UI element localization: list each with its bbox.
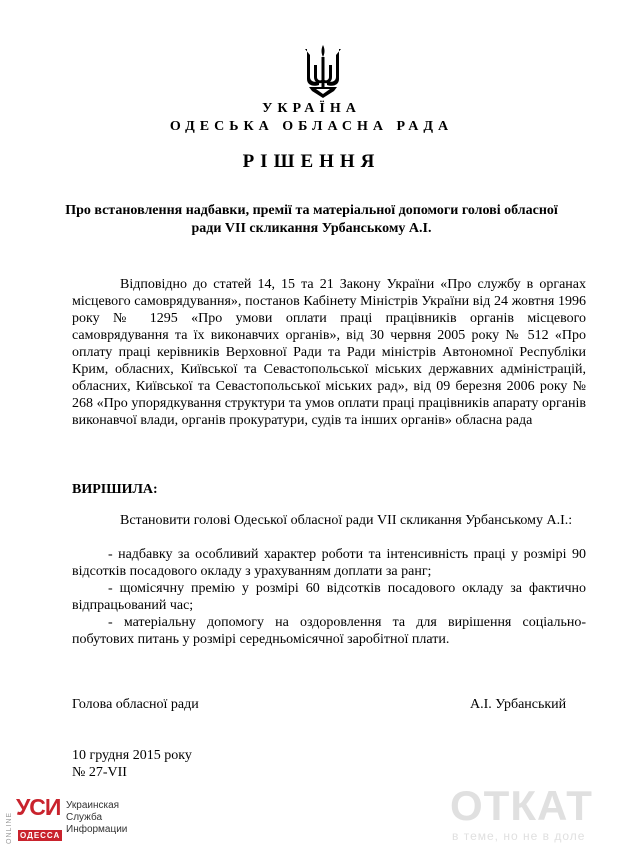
usi-city-badge: ОДЕССА: [20, 831, 61, 840]
usi-desc-line: Информации: [66, 824, 128, 835]
council-heading: ОДЕСЬКА ОБЛАСНА РАДА: [169, 119, 454, 134]
usi-description: [66, 800, 127, 836]
otkat-logo-mark: ОТКАТ: [450, 782, 593, 829]
decision-item-premium: - щомісячну премію у розмірі 60 відсотків посадового окладу за фактично відпрацьований час;: [72, 581, 586, 613]
trident-icon: [301, 43, 345, 100]
signatory-position: Голова обласної ради: [72, 697, 199, 712]
decision-item-bonus: - надбавку за особливий характер роботи та інтенсивність праці у розмірі 90 відсотків посадового окладу з урахуванням доплати за ранг;: [72, 547, 586, 579]
resolved-label: ВИРІШИЛА:: [72, 482, 158, 497]
document-title: Про встановлення надбавки, премії та матеріальної допомоги голові обласної ради VII скликання Урбанському А.І.: [65, 203, 558, 236]
preamble-paragraph: Відповідно до статей 14, 15 та 21 Закону України «Про службу в органах місцевого самоврядування», постанов Кабінету Міністрів України від 24 жовтня 1996 року № 1295 «Про умови оплати праці працівників органів місцевого самоврядування та їх виконавчих органів», від 30 червня 2005 року № 512 «Про оплату праці керівників Верховної Ради та Ради міністрів Автономної Республіки Крим, обласних, Київської та Севастопольської міських державних адміністрацій, обласних, Київської та Севастопольської міських рад», від 09 березня 2006 року № 268 «Про упорядкування структури та умов оплати праці працівників апарату органів виконавчої влади, органів прокуратури, судів та інших органів» обласна рада: [72, 277, 586, 428]
decision-item-assistance: - матеріальну допомогу на оздоровлення та для вирішення соціально-побутових питань у розмірі середньомісячної заробітної плати.: [72, 615, 586, 647]
otkat-tagline: в теме, но не в доле: [452, 829, 586, 843]
country-heading: УКРАЇНА: [262, 101, 361, 116]
usi-desc-line: Украинская: [66, 800, 120, 811]
decision-intro: Встановити голові Одеської обласної ради VII скликання Урбанському А.І.:: [120, 513, 573, 528]
usi-online-text: ONLINE: [6, 811, 13, 844]
document-type-heading: РІШЕННЯ: [242, 151, 381, 172]
usi-desc-line: Служба: [66, 812, 103, 823]
decision-date: 10 грудня 2015 року: [72, 748, 192, 763]
decision-number: № 27-VII: [72, 765, 127, 780]
usi-logo-mark: УСИ: [16, 794, 61, 820]
signatory-name: А.І. Урбанський: [470, 697, 567, 712]
